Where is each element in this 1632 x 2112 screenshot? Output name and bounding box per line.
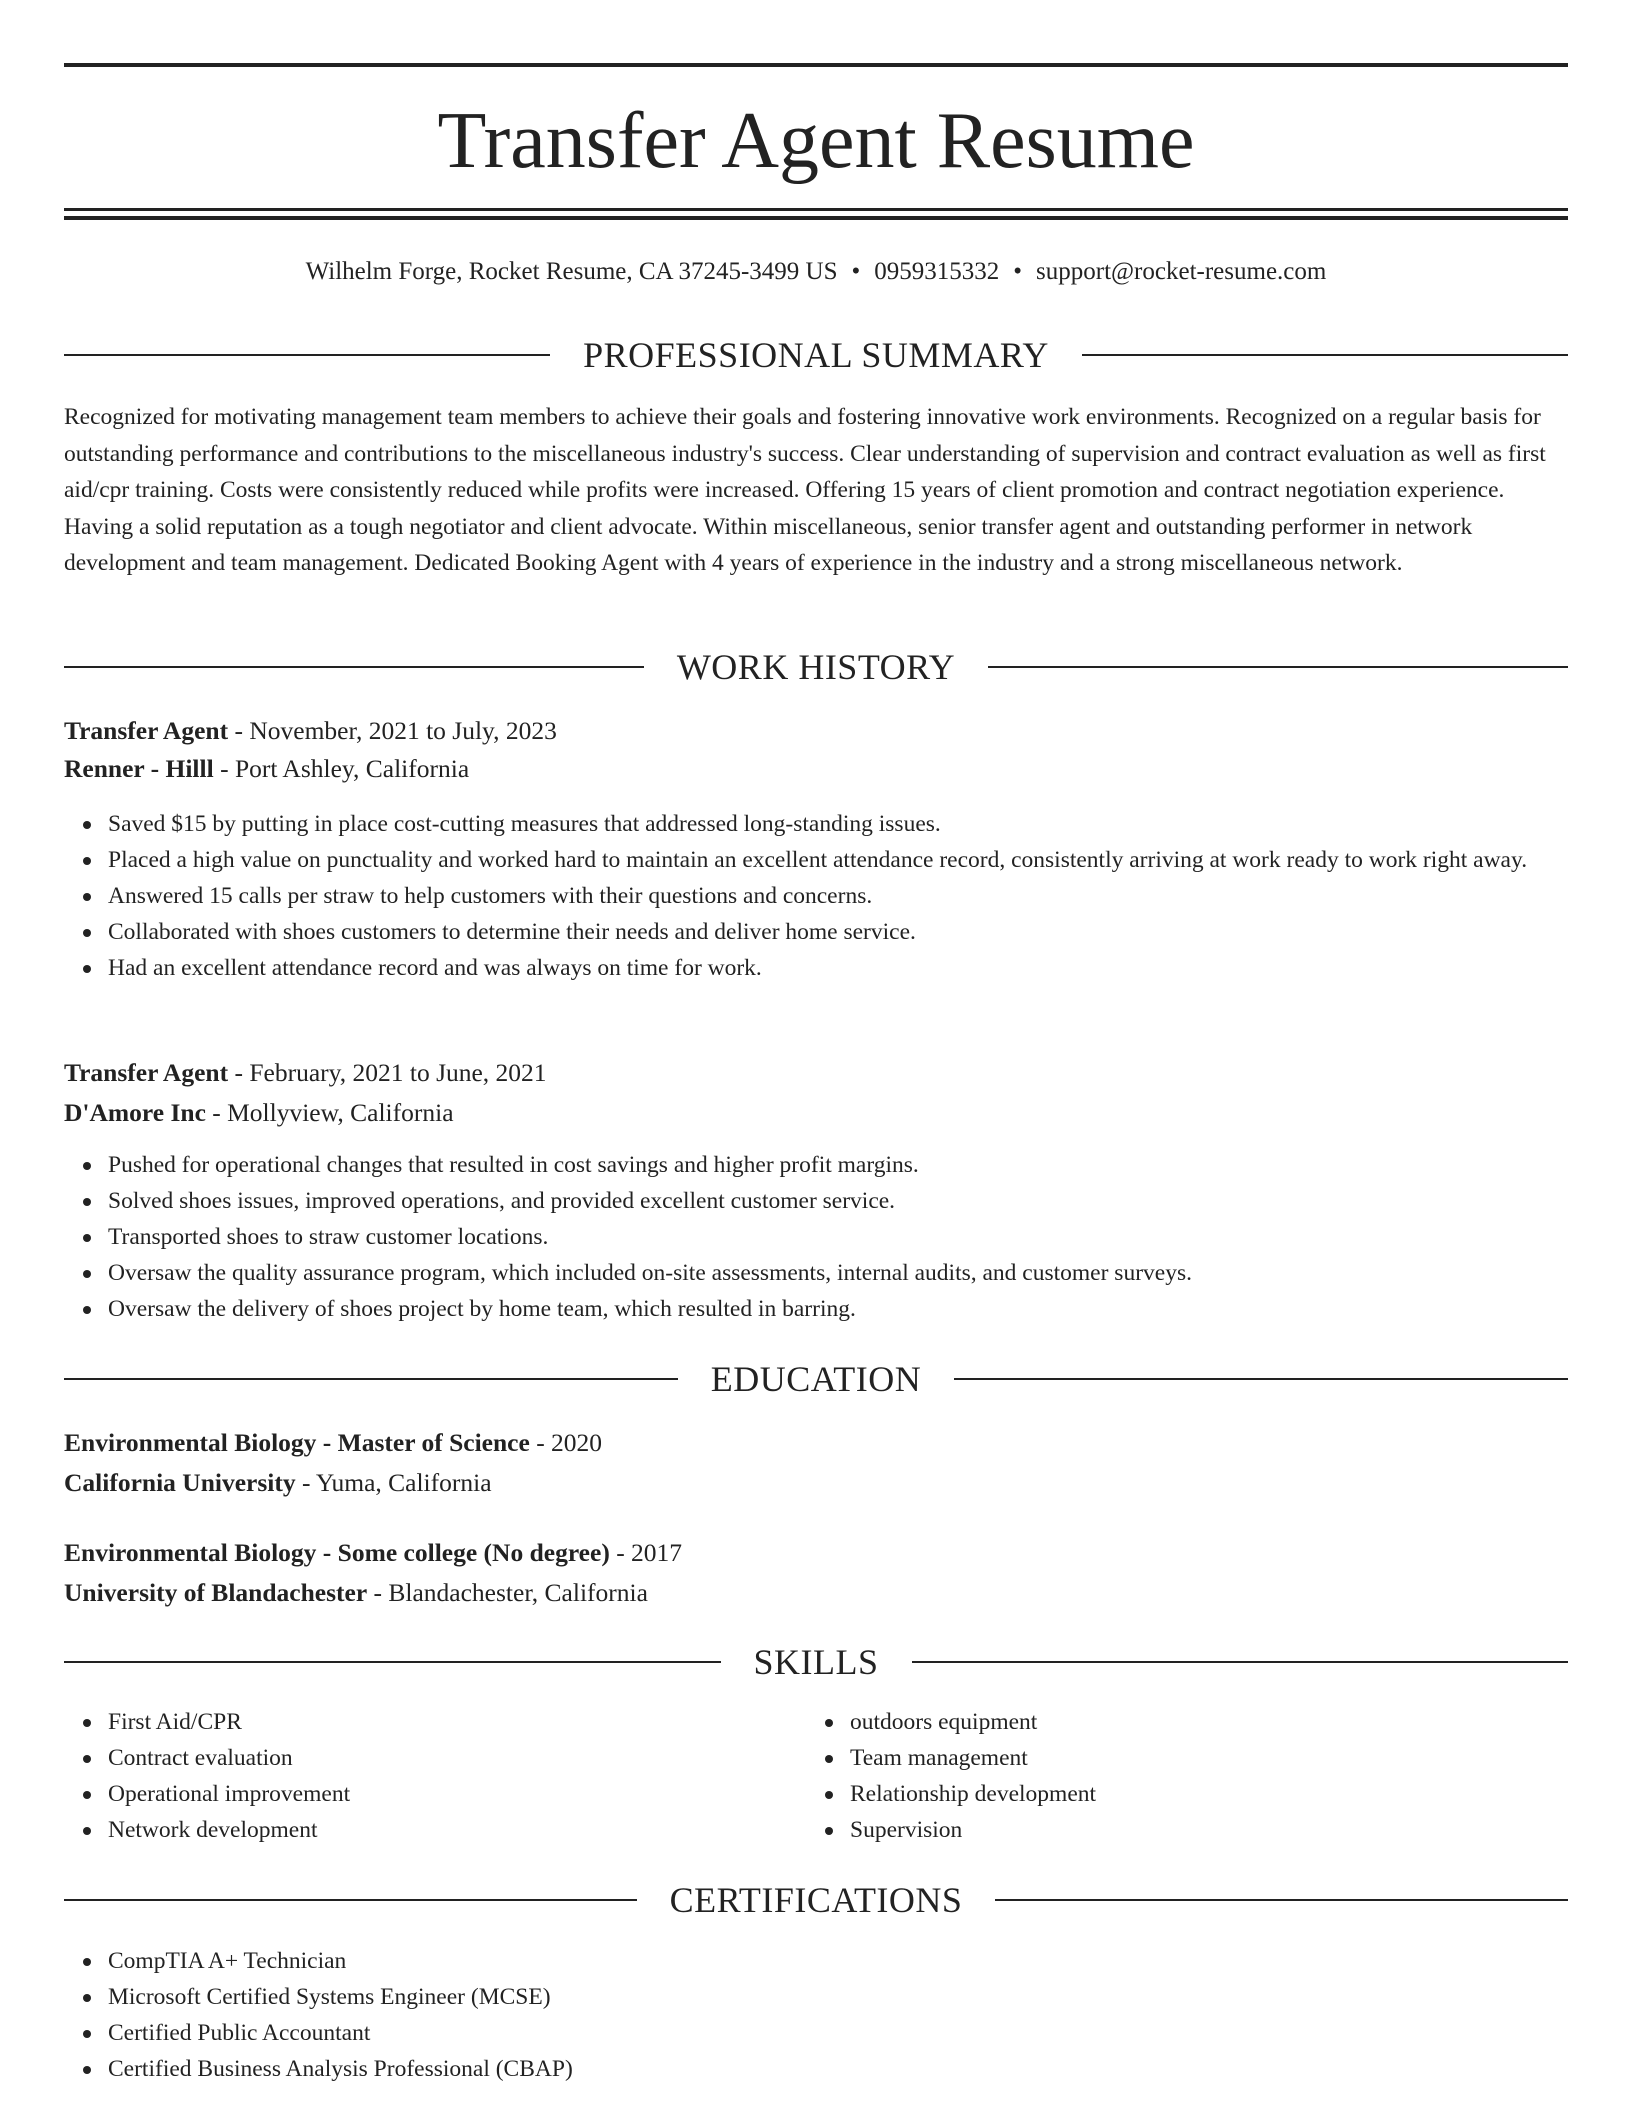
section-title: PROFESSIONAL SUMMARY <box>583 335 1049 375</box>
job-title-line <box>64 1055 1568 1091</box>
heading-rule <box>954 1378 1568 1380</box>
skill-item: First Aid/CPR <box>108 1704 808 1740</box>
contact-separator: • <box>1013 258 1023 285</box>
heading-rule <box>1082 354 1568 356</box>
certification-item: Microsoft Certified Systems Engineer (MCSE) <box>108 1979 1612 2015</box>
list-item: Transported shoes to straw customer locations. <box>108 1219 1612 1255</box>
list-item: Collaborated with shoes customers to determine their needs and deliver home service. <box>108 914 1612 950</box>
skills-list-left <box>64 1704 808 1848</box>
skill-item: Team management <box>850 1740 1550 1776</box>
list-item: Solved shoes issues, improved operations, and provided excellent customer service. <box>108 1183 1612 1219</box>
degree-line <box>64 1425 1568 1461</box>
skill-item: Supervision <box>850 1812 1550 1848</box>
heading-rule <box>912 1661 1569 1663</box>
heading-rule <box>64 666 644 668</box>
section-title: EDUCATION <box>710 1359 922 1399</box>
job-bullets <box>64 1147 1612 1327</box>
job-bullets <box>64 806 1612 986</box>
section-heading-work <box>64 645 1568 689</box>
list-item: Oversaw the delivery of shoes project by home team, which resulted in barring. <box>108 1291 1612 1327</box>
title-double-rule <box>64 208 1568 220</box>
school-line <box>64 1465 1568 1501</box>
job-company: Renner - Hilll <box>64 754 214 783</box>
section-title: CERTIFICATIONS <box>669 1880 963 1920</box>
school: University of Blandachester <box>64 1578 368 1607</box>
top-rule <box>64 63 1568 67</box>
skill-item: Network development <box>108 1812 808 1848</box>
school-line <box>64 1575 1568 1611</box>
job-title: Transfer Agent <box>64 1058 229 1087</box>
skills-list-right <box>806 1704 1550 1848</box>
section-heading-summary <box>64 333 1568 377</box>
section-title: SKILLS <box>753 1642 879 1682</box>
heading-rule <box>64 354 550 356</box>
heading-rule <box>995 1899 1568 1901</box>
skill-item: Contract evaluation <box>108 1740 808 1776</box>
job-company: D'Amore Inc <box>64 1098 206 1127</box>
job-location: - Mollyview, California <box>205 1098 454 1127</box>
list-item: Had an excellent attendance record and was always on time for work. <box>108 950 1612 986</box>
degree: Environmental Biology - Master of Science <box>64 1428 530 1457</box>
certification-item: Certified Public Accountant <box>108 2015 1612 2051</box>
heading-rule <box>988 666 1568 668</box>
contact-line <box>64 254 1568 290</box>
contact-address: Wilhelm Forge, Rocket Resume, CA 37245-3499 US <box>305 258 838 285</box>
contact-email[interactable]: support@rocket-resume.com <box>1036 258 1327 285</box>
job-dates: - February, 2021 to June, 2021 <box>228 1058 547 1087</box>
degree-year: - 2020 <box>529 1428 603 1457</box>
contact-phone: 0959315332 <box>874 258 1000 285</box>
section-heading-skills <box>64 1640 1568 1684</box>
job-company-line <box>64 1095 1568 1131</box>
section-heading-certifications <box>64 1878 1568 1922</box>
summary-text: Recognized for motivating management team members to achieve their goals and fostering innovative work environments. Recognized on a regular basis for outstanding performance and contributions to the miscellaneous industry's success. Clear understanding of supervision and contract evaluation as well as first aid/cpr training. Costs were consistently reduced while profits were increased. Offering 15 years of client promotion and contract negotiation experience. Having a solid reputation as a tough negotiator and client advocate. Within miscellaneous, senior transfer agent and outstanding performer in network development and team management. Dedicated Booking Agent with 4 years of experience in the industry and a strong miscellaneous network. <box>64 404 1546 576</box>
page-title: Transfer Agent Resume <box>437 97 1195 185</box>
list-item: Answered 15 calls per straw to help customers with their questions and concerns. <box>108 878 1612 914</box>
list-item: Pushed for operational changes that resulted in cost savings and higher profit margins. <box>108 1147 1612 1183</box>
job-title-line <box>64 713 1568 749</box>
skill-item: Operational improvement <box>108 1776 808 1812</box>
skill-item: outdoors equipment <box>850 1704 1550 1740</box>
job-title: Transfer Agent <box>64 716 229 745</box>
certification-item: CompTIA A+ Technician <box>108 1943 1612 1979</box>
section-heading-education <box>64 1357 1568 1401</box>
school: California University <box>64 1468 296 1497</box>
heading-rule <box>64 1899 637 1901</box>
list-item: Oversaw the quality assurance program, which included on-site assessments, internal audits, and customer surveys. <box>108 1255 1612 1291</box>
job-dates: - November, 2021 to July, 2023 <box>228 716 557 745</box>
list-item: Placed a high value on punctuality and worked hard to maintain an excellent attendance record, consistently arriving at work ready to work right away. <box>108 842 1612 878</box>
certification-item: Certified Business Analysis Professional (CBAP) <box>108 2051 1612 2087</box>
school-location: - Blandachester, California <box>367 1578 648 1607</box>
school-location: - Yuma, California <box>295 1468 492 1497</box>
list-item: Saved $15 by putting in place cost-cutting measures that addressed long-standing issues. <box>108 806 1612 842</box>
section-title: WORK HISTORY <box>676 647 956 687</box>
job-location: - Port Ashley, California <box>213 754 470 783</box>
contact-separator: • <box>851 258 861 285</box>
degree-line <box>64 1535 1568 1571</box>
job-company-line <box>64 751 1568 787</box>
degree: Environmental Biology - Some college (No degree) <box>64 1538 610 1567</box>
certifications-list <box>64 1943 1612 2087</box>
skill-item: Relationship development <box>850 1776 1550 1812</box>
heading-rule <box>64 1661 721 1663</box>
heading-rule <box>64 1378 678 1380</box>
degree-year: - 2017 <box>609 1538 683 1567</box>
